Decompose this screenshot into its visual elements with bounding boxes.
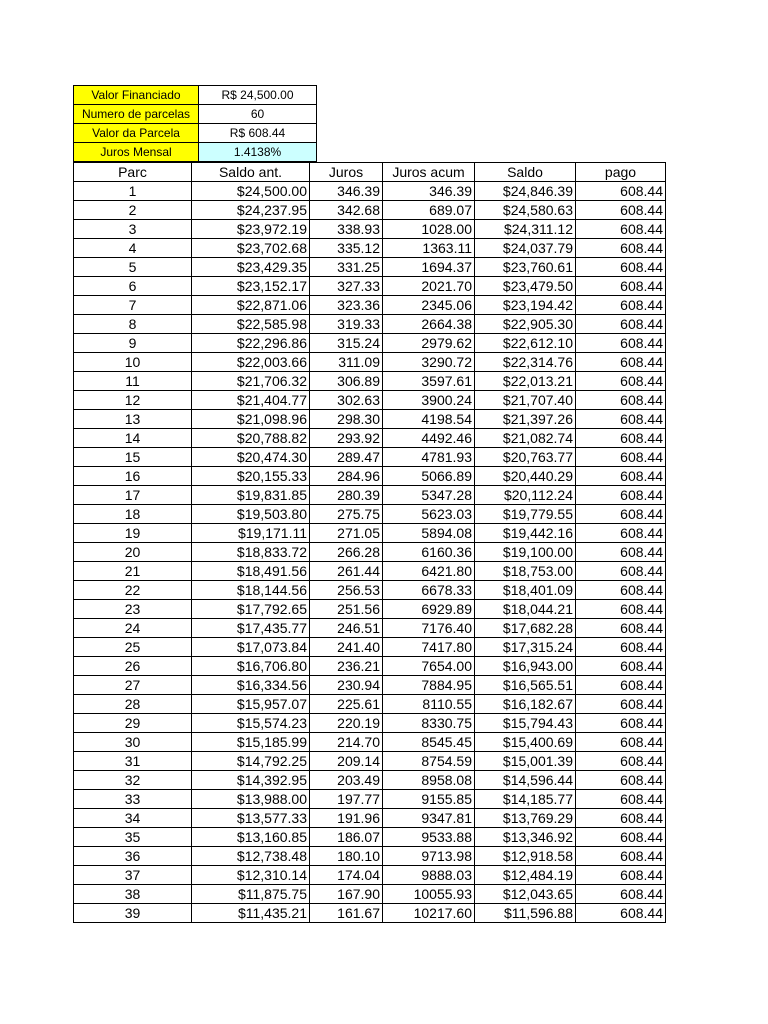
cell-saldo-ant[interactable]: $19,503.80 [192,505,310,524]
cell-pago[interactable]: 608.44 [576,201,666,220]
cell-saldo-ant[interactable]: $17,073.84 [192,638,310,657]
cell-pago[interactable]: 608.44 [576,258,666,277]
cell-juros-acum[interactable]: 5347.28 [383,486,475,505]
cell-juros-acum[interactable]: 7884.95 [383,676,475,695]
cell-pago[interactable]: 608.44 [576,277,666,296]
summary-value[interactable]: 1.4138% [199,143,317,162]
summary-label[interactable]: Juros Mensal [74,143,199,162]
summary-value[interactable]: R$ 608.44 [199,124,317,143]
cell-saldo[interactable]: $18,044.21 [475,600,576,619]
cell-parc[interactable]: 1 [74,182,192,201]
cell-saldo[interactable]: $22,905.30 [475,315,576,334]
cell-saldo-ant[interactable]: $19,831.85 [192,486,310,505]
cell-parc[interactable]: 38 [74,885,192,904]
table-row [74,714,666,733]
cell-juros-acum[interactable]: 2345.06 [383,296,475,315]
cell-juros[interactable]: 342.68 [310,201,383,220]
cell-juros-acum[interactable]: 6160.36 [383,543,475,562]
cell-saldo-ant[interactable]: $14,792.25 [192,752,310,771]
cell-parc[interactable]: 35 [74,828,192,847]
header-row [74,163,666,182]
cell-saldo-ant[interactable]: $15,185.99 [192,733,310,752]
cell-pago[interactable]: 608.44 [576,182,666,201]
cell-pago[interactable]: 608.44 [576,505,666,524]
cell-saldo-ant[interactable]: $12,310.14 [192,866,310,885]
cell-saldo[interactable]: $14,185.77 [475,790,576,809]
cell-juros[interactable]: 275.75 [310,505,383,524]
cell-juros-acum[interactable]: 1363.11 [383,239,475,258]
cell-saldo[interactable]: $21,707.40 [475,391,576,410]
cell-pago[interactable]: 608.44 [576,828,666,847]
cell-pago[interactable]: 608.44 [576,714,666,733]
cell-pago[interactable]: 608.44 [576,733,666,752]
cell-pago[interactable]: 608.44 [576,410,666,429]
table-row [74,467,666,486]
cell-saldo[interactable]: $24,311.12 [475,220,576,239]
table-row [74,220,666,239]
cell-parc[interactable]: 26 [74,657,192,676]
cell-juros[interactable]: 167.90 [310,885,383,904]
cell-saldo-ant[interactable]: $20,155.33 [192,467,310,486]
cell-juros-acum[interactable]: 4781.93 [383,448,475,467]
cell-juros-acum[interactable]: 689.07 [383,201,475,220]
cell-pago[interactable]: 608.44 [576,448,666,467]
cell-juros-acum[interactable]: 10055.93 [383,885,475,904]
header-saldo[interactable]: Saldo [475,163,576,182]
cell-juros[interactable]: 280.39 [310,486,383,505]
cell-saldo-ant[interactable]: $21,706.32 [192,372,310,391]
cell-pago[interactable]: 608.44 [576,543,666,562]
table-row [74,410,666,429]
spreadsheet [73,85,666,923]
summary-value[interactable]: 60 [199,105,317,124]
cell-parc[interactable]: 28 [74,695,192,714]
summary-row [74,86,317,105]
cell-parc[interactable]: 9 [74,334,192,353]
cell-pago[interactable]: 608.44 [576,619,666,638]
cell-juros-acum[interactable]: 346.39 [383,182,475,201]
table-row [74,790,666,809]
cell-parc[interactable]: 8 [74,315,192,334]
cell-pago[interactable]: 608.44 [576,429,666,448]
cell-juros-acum[interactable]: 7654.00 [383,657,475,676]
cell-juros-acum[interactable]: 6678.33 [383,581,475,600]
cell-saldo-ant[interactable]: $11,435.21 [192,904,310,923]
cell-pago[interactable]: 608.44 [576,695,666,714]
cell-saldo[interactable]: $16,182.67 [475,695,576,714]
cell-juros[interactable]: 161.67 [310,904,383,923]
cell-parc[interactable]: 39 [74,904,192,923]
cell-juros[interactable]: 186.07 [310,828,383,847]
table-row [74,581,666,600]
cell-juros[interactable]: 251.56 [310,600,383,619]
cell-saldo[interactable]: $19,779.55 [475,505,576,524]
cell-parc[interactable]: 25 [74,638,192,657]
cell-saldo-ant[interactable]: $22,003.66 [192,353,310,372]
table-row [74,277,666,296]
cell-saldo-ant[interactable]: $16,334.56 [192,676,310,695]
cell-juros[interactable]: 236.21 [310,657,383,676]
cell-parc[interactable]: 17 [74,486,192,505]
cell-juros[interactable]: 266.28 [310,543,383,562]
cell-parc[interactable]: 2 [74,201,192,220]
cell-juros[interactable]: 284.96 [310,467,383,486]
cell-juros[interactable]: 315.24 [310,334,383,353]
cell-parc[interactable]: 5 [74,258,192,277]
cell-juros-acum[interactable]: 7417.80 [383,638,475,657]
cell-juros[interactable]: 289.47 [310,448,383,467]
cell-juros[interactable]: 293.92 [310,429,383,448]
cell-parc[interactable]: 22 [74,581,192,600]
table-row [74,885,666,904]
cell-saldo-ant[interactable]: $22,296.86 [192,334,310,353]
cell-pago[interactable]: 608.44 [576,638,666,657]
cell-juros-acum[interactable]: 5894.08 [383,524,475,543]
cell-parc[interactable]: 33 [74,790,192,809]
cell-saldo[interactable]: $13,346.92 [475,828,576,847]
cell-juros[interactable]: 302.63 [310,391,383,410]
cell-pago[interactable]: 608.44 [576,866,666,885]
cell-saldo[interactable]: $21,397.26 [475,410,576,429]
cell-saldo-ant[interactable]: $24,237.95 [192,201,310,220]
cell-parc[interactable]: 15 [74,448,192,467]
cell-parc[interactable]: 7 [74,296,192,315]
cell-juros[interactable]: 214.70 [310,733,383,752]
summary-label[interactable]: Numero de parcelas [74,105,199,124]
table-row [74,866,666,885]
cell-parc[interactable]: 13 [74,410,192,429]
table-row [74,391,666,410]
cell-saldo[interactable]: $23,760.61 [475,258,576,277]
cell-parc[interactable]: 6 [74,277,192,296]
table-row [74,315,666,334]
cell-saldo[interactable]: $22,612.10 [475,334,576,353]
cell-parc[interactable]: 12 [74,391,192,410]
table-row [74,448,666,467]
header-juros[interactable]: Juros [310,163,383,182]
cell-saldo-ant[interactable]: $14,392.95 [192,771,310,790]
cell-parc[interactable]: 21 [74,562,192,581]
cell-pago[interactable]: 608.44 [576,771,666,790]
table-row [74,201,666,220]
table-row [74,809,666,828]
cell-saldo[interactable]: $16,565.51 [475,676,576,695]
cell-saldo[interactable]: $12,918.58 [475,847,576,866]
cell-juros[interactable]: 225.61 [310,695,383,714]
summary-label[interactable]: Valor da Parcela [74,124,199,143]
header-juros-acum[interactable]: Juros acum [383,163,475,182]
cell-saldo[interactable]: $20,112.24 [475,486,576,505]
cell-saldo-ant[interactable]: $11,875.75 [192,885,310,904]
cell-juros[interactable]: 311.09 [310,353,383,372]
table-row [74,752,666,771]
cell-saldo[interactable]: $22,314.76 [475,353,576,372]
cell-juros-acum[interactable]: 8110.55 [383,695,475,714]
cell-juros[interactable]: 261.44 [310,562,383,581]
cell-saldo-ant[interactable]: $15,957.07 [192,695,310,714]
cell-juros[interactable]: 180.10 [310,847,383,866]
cell-juros-acum[interactable]: 1694.37 [383,258,475,277]
cell-juros-acum[interactable]: 8958.08 [383,771,475,790]
cell-saldo-ant[interactable]: $15,574.23 [192,714,310,733]
amortization-table [73,162,666,923]
cell-parc[interactable]: 18 [74,505,192,524]
summary-row [74,124,317,143]
table-row [74,638,666,657]
cell-pago[interactable]: 608.44 [576,581,666,600]
cell-juros-acum[interactable]: 2021.70 [383,277,475,296]
cell-saldo-ant[interactable]: $13,577.33 [192,809,310,828]
cell-juros[interactable]: 271.05 [310,524,383,543]
header-pago[interactable]: pago [576,163,666,182]
cell-pago[interactable]: 608.44 [576,296,666,315]
cell-pago[interactable]: 608.44 [576,562,666,581]
cell-saldo[interactable]: $15,001.39 [475,752,576,771]
cell-pago[interactable]: 608.44 [576,334,666,353]
cell-pago[interactable]: 608.44 [576,353,666,372]
cell-saldo-ant[interactable]: $23,152.17 [192,277,310,296]
cell-saldo[interactable]: $11,596.88 [475,904,576,923]
cell-juros-acum[interactable]: 3597.61 [383,372,475,391]
cell-saldo[interactable]: $21,082.74 [475,429,576,448]
cell-parc[interactable]: 31 [74,752,192,771]
cell-juros[interactable]: 335.12 [310,239,383,258]
cell-saldo-ant[interactable]: $17,792.65 [192,600,310,619]
cell-parc[interactable]: 32 [74,771,192,790]
cell-saldo[interactable]: $23,479.50 [475,277,576,296]
cell-saldo-ant[interactable]: $20,474.30 [192,448,310,467]
cell-pago[interactable]: 608.44 [576,657,666,676]
cell-parc[interactable]: 23 [74,600,192,619]
cell-saldo-ant[interactable]: $21,098.96 [192,410,310,429]
cell-juros-acum[interactable]: 6929.89 [383,600,475,619]
cell-juros-acum[interactable]: 8545.45 [383,733,475,752]
cell-juros[interactable]: 203.49 [310,771,383,790]
table-row [74,372,666,391]
cell-juros[interactable]: 209.14 [310,752,383,771]
cell-saldo-ant[interactable]: $13,988.00 [192,790,310,809]
summary-value[interactable]: R$ 24,500.00 [199,86,317,105]
cell-juros-acum[interactable]: 9713.98 [383,847,475,866]
cell-pago[interactable]: 608.44 [576,809,666,828]
cell-pago[interactable]: 608.44 [576,239,666,258]
table-row [74,334,666,353]
cell-saldo[interactable]: $15,794.43 [475,714,576,733]
cell-juros-acum[interactable]: 4198.54 [383,410,475,429]
cell-saldo-ant[interactable]: $18,144.56 [192,581,310,600]
cell-pago[interactable]: 608.44 [576,391,666,410]
cell-juros-acum[interactable]: 10217.60 [383,904,475,923]
cell-juros-acum[interactable]: 5066.89 [383,467,475,486]
cell-juros[interactable]: 319.33 [310,315,383,334]
cell-saldo[interactable]: $17,682.28 [475,619,576,638]
cell-saldo[interactable]: $12,484.19 [475,866,576,885]
cell-juros-acum[interactable]: 9347.81 [383,809,475,828]
table-row [74,771,666,790]
cell-juros-acum[interactable]: 1028.00 [383,220,475,239]
cell-juros[interactable]: 241.40 [310,638,383,657]
table-row [74,619,666,638]
cell-saldo-ant[interactable]: $24,500.00 [192,182,310,201]
header-saldo-ant[interactable]: Saldo ant. [192,163,310,182]
cell-parc[interactable]: 29 [74,714,192,733]
table-row [74,296,666,315]
cell-juros-acum[interactable]: 9155.85 [383,790,475,809]
cell-saldo-ant[interactable]: $23,429.35 [192,258,310,277]
cell-juros[interactable]: 346.39 [310,182,383,201]
cell-pago[interactable]: 608.44 [576,885,666,904]
cell-saldo-ant[interactable]: $23,702.68 [192,239,310,258]
cell-pago[interactable]: 608.44 [576,904,666,923]
table-row [74,429,666,448]
cell-parc[interactable]: 24 [74,619,192,638]
loan-summary-table [73,85,317,162]
table-row [74,505,666,524]
cell-juros-acum[interactable]: 2664.38 [383,315,475,334]
cell-saldo[interactable]: $13,769.29 [475,809,576,828]
cell-parc[interactable]: 34 [74,809,192,828]
cell-saldo[interactable]: $12,043.65 [475,885,576,904]
table-row [74,486,666,505]
cell-pago[interactable]: 608.44 [576,752,666,771]
cell-juros-acum[interactable]: 8330.75 [383,714,475,733]
cell-juros[interactable]: 191.96 [310,809,383,828]
cell-saldo-ant[interactable]: $12,738.48 [192,847,310,866]
cell-parc[interactable]: 19 [74,524,192,543]
cell-juros-acum[interactable]: 3290.72 [383,353,475,372]
table-row [74,828,666,847]
table-row [74,562,666,581]
cell-juros-acum[interactable]: 9533.88 [383,828,475,847]
cell-juros-acum[interactable]: 4492.46 [383,429,475,448]
cell-juros[interactable]: 323.36 [310,296,383,315]
cell-saldo[interactable]: $16,943.00 [475,657,576,676]
summary-row [74,143,317,162]
cell-parc[interactable]: 3 [74,220,192,239]
cell-pago[interactable]: 608.44 [576,486,666,505]
cell-pago[interactable]: 608.44 [576,676,666,695]
table-row [74,847,666,866]
cell-parc[interactable]: 37 [74,866,192,885]
cell-juros-acum[interactable]: 8754.59 [383,752,475,771]
cell-parc[interactable]: 10 [74,353,192,372]
cell-saldo[interactable]: $24,846.39 [475,182,576,201]
summary-label[interactable]: Valor Financiado [74,86,199,105]
table-row [74,353,666,372]
cell-juros-acum[interactable]: 7176.40 [383,619,475,638]
cell-saldo[interactable]: $18,753.00 [475,562,576,581]
cell-parc[interactable]: 11 [74,372,192,391]
header-parc[interactable]: Parc [74,163,192,182]
cell-saldo-ant[interactable]: $13,160.85 [192,828,310,847]
cell-saldo[interactable]: $14,596.44 [475,771,576,790]
cell-juros[interactable]: 256.53 [310,581,383,600]
cell-saldo[interactable]: $20,763.77 [475,448,576,467]
cell-saldo[interactable]: $17,315.24 [475,638,576,657]
table-row [74,182,666,201]
cell-saldo[interactable]: $24,580.63 [475,201,576,220]
cell-pago[interactable]: 608.44 [576,600,666,619]
table-row [74,657,666,676]
cell-parc[interactable]: 14 [74,429,192,448]
cell-saldo-ant[interactable]: $18,491.56 [192,562,310,581]
cell-juros[interactable]: 298.30 [310,410,383,429]
cell-juros[interactable]: 338.93 [310,220,383,239]
cell-saldo-ant[interactable]: $19,171.11 [192,524,310,543]
cell-juros-acum[interactable]: 9888.03 [383,866,475,885]
table-row [74,695,666,714]
summary-row [74,105,317,124]
table-row [74,258,666,277]
cell-saldo[interactable]: $19,100.00 [475,543,576,562]
cell-saldo-ant[interactable]: $23,972.19 [192,220,310,239]
table-row [74,600,666,619]
table-row [74,524,666,543]
cell-parc[interactable]: 4 [74,239,192,258]
cell-pago[interactable]: 608.44 [576,372,666,391]
cell-saldo[interactable]: $15,400.69 [475,733,576,752]
table-row [74,543,666,562]
cell-saldo[interactable]: $20,440.29 [475,467,576,486]
cell-pago[interactable]: 608.44 [576,467,666,486]
cell-pago[interactable]: 608.44 [576,790,666,809]
cell-saldo-ant[interactable]: $22,585.98 [192,315,310,334]
cell-juros-acum[interactable]: 2979.62 [383,334,475,353]
cell-saldo[interactable]: $18,401.09 [475,581,576,600]
cell-juros-acum[interactable]: 6421.80 [383,562,475,581]
table-row [74,733,666,752]
cell-saldo-ant[interactable]: $18,833.72 [192,543,310,562]
table-row [74,676,666,695]
cell-parc[interactable]: 27 [74,676,192,695]
cell-parc[interactable]: 36 [74,847,192,866]
cell-juros-acum[interactable]: 3900.24 [383,391,475,410]
cell-pago[interactable]: 608.44 [576,220,666,239]
cell-pago[interactable]: 608.44 [576,847,666,866]
table-row [74,239,666,258]
cell-juros[interactable]: 174.04 [310,866,383,885]
cell-saldo[interactable]: $19,442.16 [475,524,576,543]
cell-juros[interactable]: 197.77 [310,790,383,809]
cell-juros[interactable]: 220.19 [310,714,383,733]
cell-saldo-ant[interactable]: $21,404.77 [192,391,310,410]
cell-parc[interactable]: 30 [74,733,192,752]
cell-saldo-ant[interactable]: $20,788.82 [192,429,310,448]
cell-saldo-ant[interactable]: $22,871.06 [192,296,310,315]
cell-juros[interactable]: 230.94 [310,676,383,695]
cell-juros[interactable]: 327.33 [310,277,383,296]
cell-saldo[interactable]: $22,013.21 [475,372,576,391]
cell-juros[interactable]: 306.89 [310,372,383,391]
cell-parc[interactable]: 16 [74,467,192,486]
cell-juros[interactable]: 331.25 [310,258,383,277]
cell-parc[interactable]: 20 [74,543,192,562]
cell-juros-acum[interactable]: 5623.03 [383,505,475,524]
cell-saldo-ant[interactable]: $16,706.80 [192,657,310,676]
cell-pago[interactable]: 608.44 [576,524,666,543]
cell-saldo-ant[interactable]: $17,435.77 [192,619,310,638]
cell-juros[interactable]: 246.51 [310,619,383,638]
table-row [74,904,666,923]
cell-pago[interactable]: 608.44 [576,315,666,334]
cell-saldo[interactable]: $23,194.42 [475,296,576,315]
cell-saldo[interactable]: $24,037.79 [475,239,576,258]
